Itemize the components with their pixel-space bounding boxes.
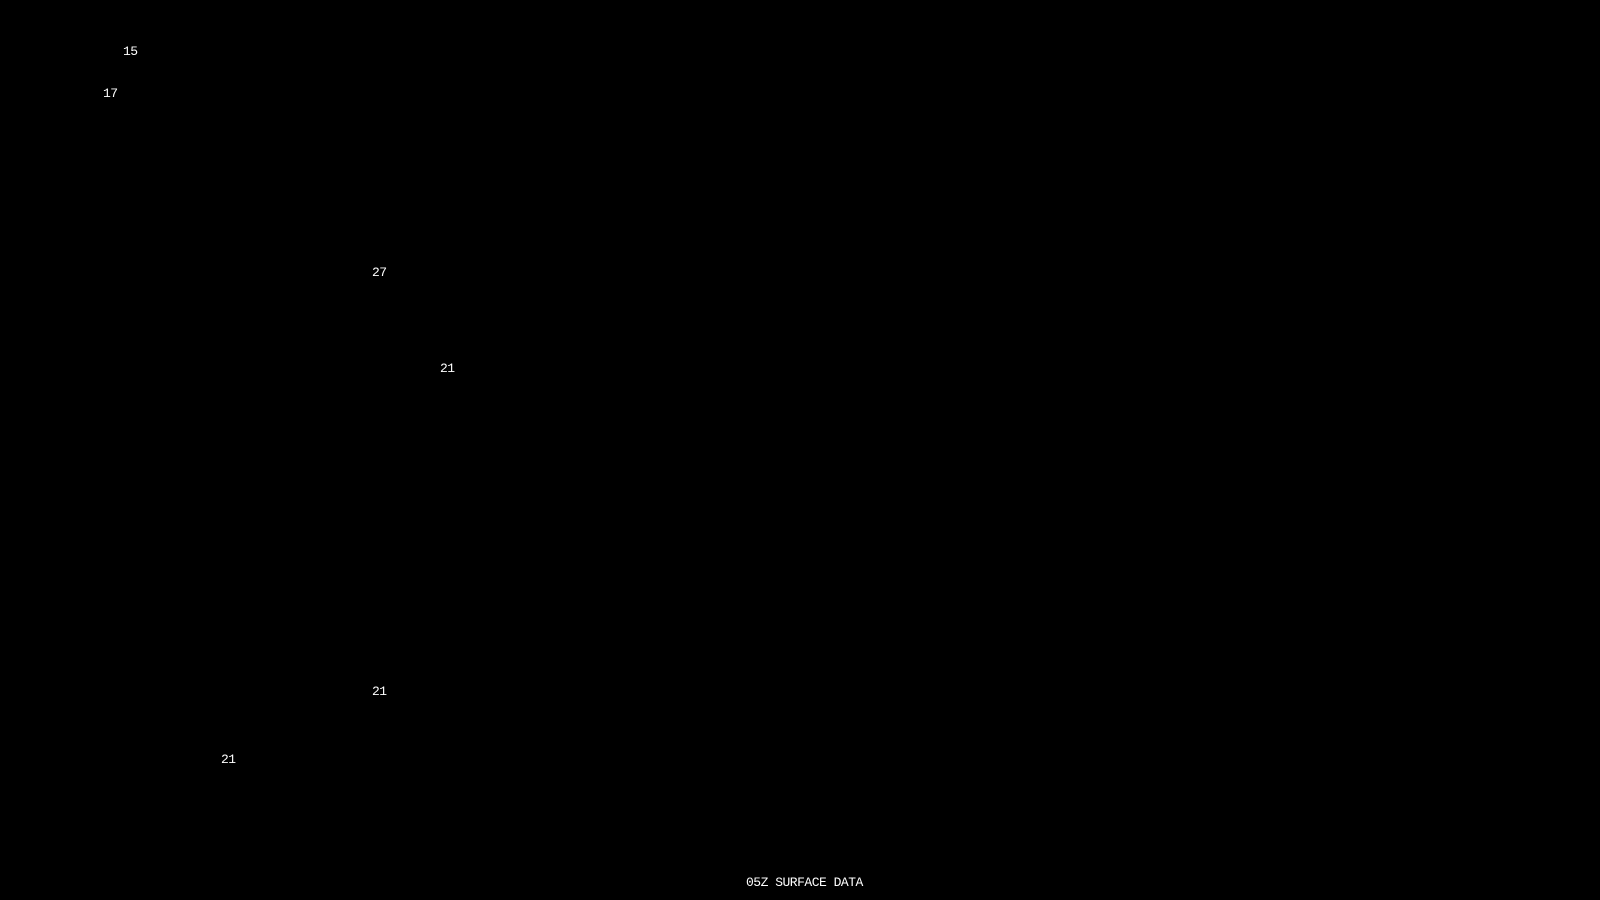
station-value: 21 [440, 361, 455, 376]
station-value: 15 [123, 44, 138, 59]
station-value: 21 [221, 752, 236, 767]
station-value: 27 [372, 265, 387, 280]
station-value: 21 [372, 684, 387, 699]
station-value: 17 [103, 86, 118, 101]
legend-text: 05Z SURFACE DATA [746, 875, 863, 890]
